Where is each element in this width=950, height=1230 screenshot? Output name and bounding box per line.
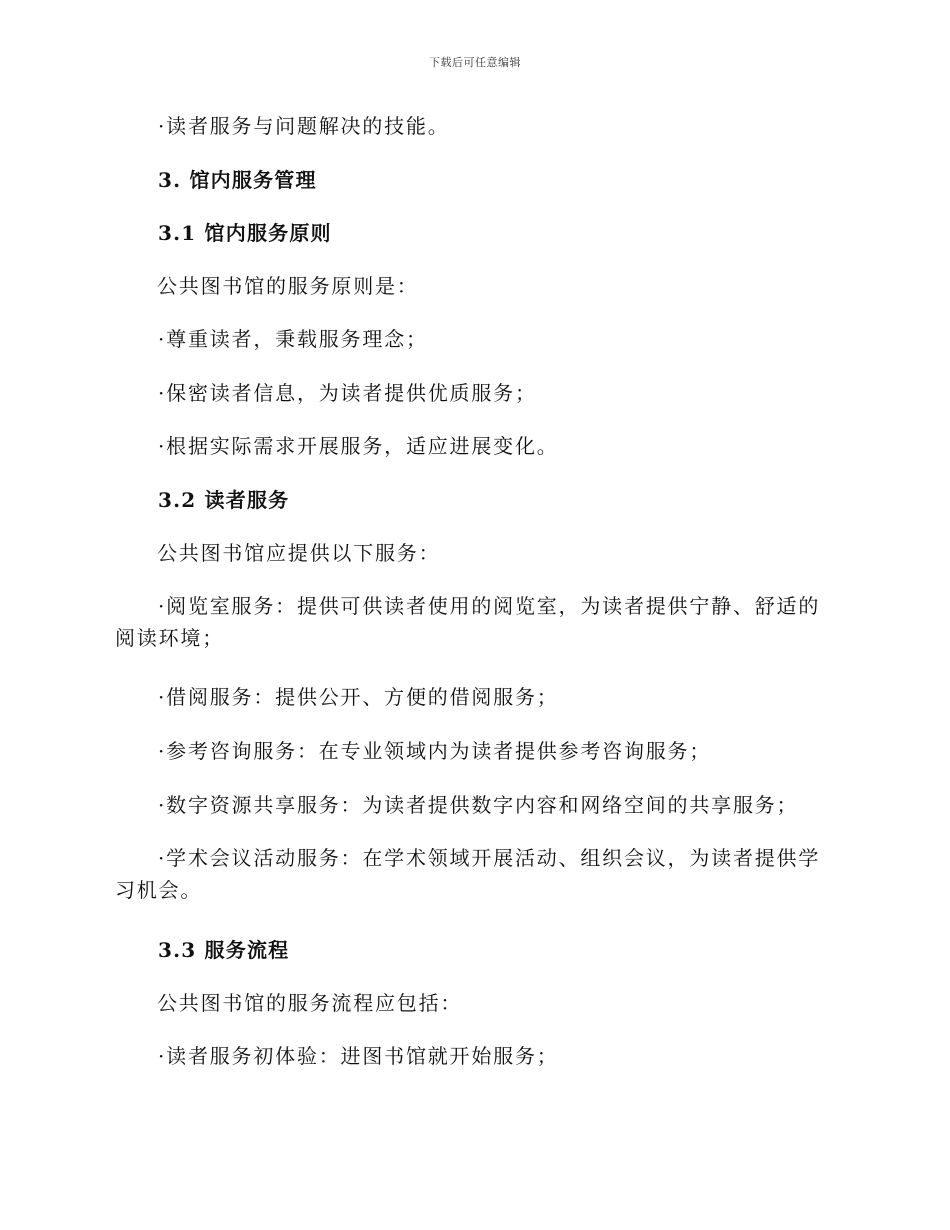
bullet-item: ·借阅服务：提供公开、方便的借阅服务； (158, 685, 559, 709)
bullet-item: ·阅览室服务：提供可供读者使用的阅览室，为读者提供宁静、舒适的阅读环境； (115, 594, 821, 650)
bullet-item: ·读者服务与问题解决的技能。 (158, 114, 450, 138)
paragraph: 公共图书馆的服务流程应包括： (157, 991, 463, 1015)
bullet-item: ·数字资源共享服务：为读者提供数字内容和网络空间的共享服务； (158, 793, 799, 817)
paragraph: 公共图书馆应提供以下服务： (157, 541, 441, 565)
bullet-item: ·参考咨询服务：在专业领域内为读者提供参考咨询服务； (158, 739, 712, 763)
subsection-heading: 3.2 读者服务 (158, 488, 290, 512)
bullet-item: ·保密读者信息，为读者提供优质服务； (158, 381, 537, 405)
section-heading: 3. 馆内服务管理 (158, 168, 317, 192)
page-header: 下载后可任意编辑 (429, 56, 521, 69)
bullet-item: ·根据实际需求开展服务，适应进展变化。 (158, 434, 559, 458)
subsection-heading: 3.3 服务流程 (158, 938, 290, 962)
bullet-item: ·尊重读者，秉载服务理念； (158, 327, 428, 351)
subsection-heading: 3.1 馆内服务原则 (158, 221, 332, 245)
paragraph: 公共图书馆的服务原则是： (157, 274, 419, 298)
bullet-item: ·读者服务初体验：进图书馆就开始服务； (158, 1044, 559, 1068)
bullet-item: ·学术会议活动服务：在学术领域开展活动、组织会议，为读者提供学习机会。 (115, 846, 821, 902)
